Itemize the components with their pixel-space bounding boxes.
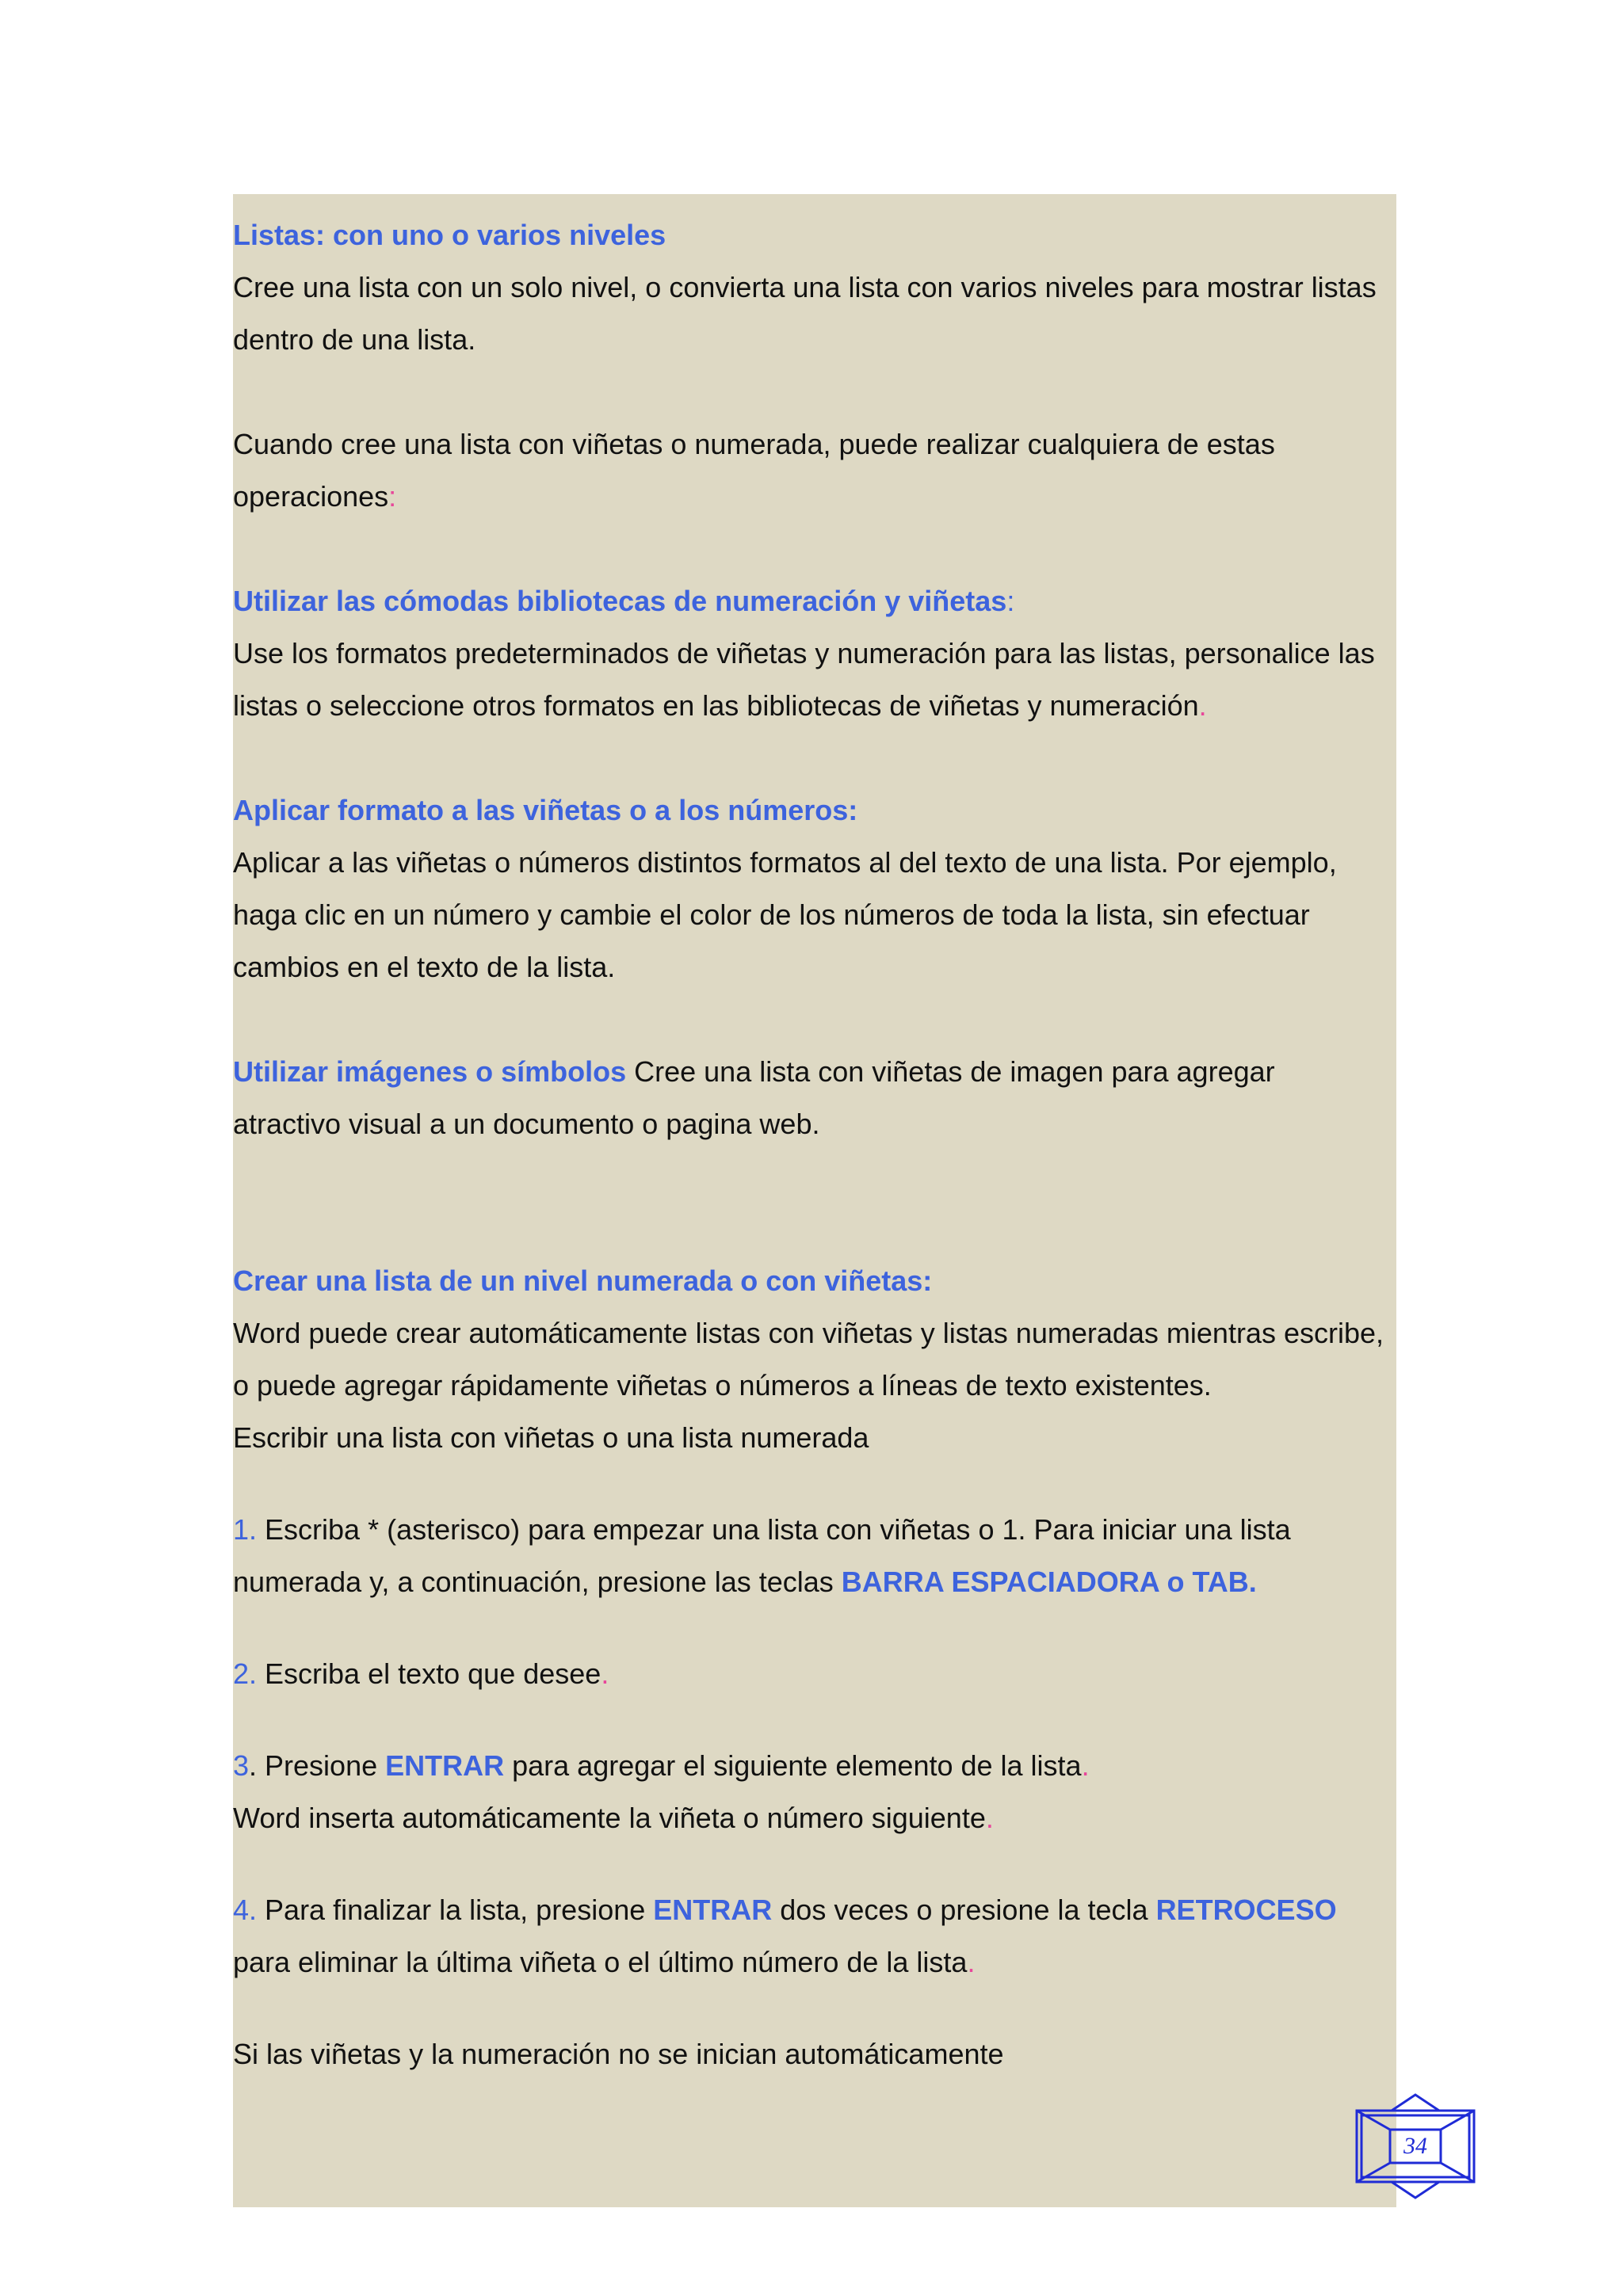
key-entrar: ENTRAR (385, 1749, 505, 1782)
document-body (233, 209, 1406, 2081)
page-number-badge (1352, 2093, 1479, 2199)
key-entrar-2: ENTRAR (653, 1894, 773, 1926)
step-3-line-1: 3. Presione ENTRAR para agregar el siguiente elemento de la lista. (233, 1749, 1090, 1782)
paragraph-intro-2: operaciones: (233, 480, 397, 513)
step-1-line-1: 1. Escriba * (asterisco) para empezar una lista con viñetas o 1. Para iniciar una lista (233, 1513, 1291, 1546)
paragraph-formato-3: cambios en el texto de la lista. (233, 951, 616, 983)
paragraph-imagenes-2: atractivo visual a un documento o pagina web. (233, 1108, 820, 1140)
page-number: 34 (1403, 2133, 1427, 2159)
paragraph-listas-1: Cree una lista con un solo nivel, o convierta una lista con varios niveles para mostrar listas (233, 271, 1377, 303)
closing-paragraph: Si las viñetas y la numeración no se inician automáticamente (233, 2038, 1004, 2070)
step-3-number: 3 (233, 1749, 250, 1782)
key-barra-tab: BARRA ESPACIADORA o TAB. (841, 1566, 1257, 1598)
heading-imagenes: Utilizar imágenes o símbolos (233, 1055, 627, 1088)
step-1-number: 1. (233, 1513, 258, 1546)
heading-listas: Listas: con uno o varios niveles (233, 219, 666, 251)
paragraph-bibliotecas-1: Use los formatos predeterminados de viñetas y numeración para las listas, personalice las (233, 637, 1375, 669)
paragraph-listas-2: dentro de una lista. (233, 323, 476, 356)
heading-crear: Crear una lista de un nivel numerada o con viñetas: (233, 1264, 933, 1297)
heading-formato: Aplicar formato a las viñetas o a los números: (233, 794, 858, 826)
step-3-line-2: Word inserta automáticamente la viñeta o número siguiente. (233, 1802, 994, 1834)
step-2-number: 2. (233, 1657, 258, 1690)
paragraph-formato-2: haga clic en un número y cambie el color de los números de toda la lista, sin efectuar (233, 898, 1310, 931)
step-4-number: 4. (233, 1894, 258, 1926)
paragraph-crear-1: Word puede crear automáticamente listas con viñetas y listas numeradas mientras escribe, (233, 1317, 1384, 1349)
step-2: 2. Escriba el texto que desee. (233, 1657, 609, 1690)
paragraph-crear-3: Escribir una lista con viñetas o una lista numerada (233, 1421, 869, 1454)
key-retroceso: RETROCESO (1155, 1894, 1337, 1926)
step-4-line-2: para eliminar la última viñeta o el último número de la lista. (233, 1946, 976, 1978)
paragraph-intro-1: Cuando cree una lista con viñetas o numerada, puede realizar cualquiera de estas (233, 428, 1275, 460)
paragraph-bibliotecas-2: listas o seleccione otros formatos en las bibliotecas de viñetas y numeración. (233, 689, 1207, 722)
heading-bibliotecas-line: Utilizar las cómodas bibliotecas de numeración y viñetas: (233, 585, 1015, 617)
paragraph-formato-1: Aplicar a las viñetas o números distintos formatos al del texto de una lista. Por ejemplo, (233, 846, 1337, 879)
paragraph-crear-2: o puede agregar rápidamente viñetas o números a líneas de texto existentes. (233, 1369, 1212, 1402)
heading-bibliotecas: Utilizar las cómodas bibliotecas de numeración y viñetas (233, 585, 1007, 617)
paragraph-imagenes-1: Utilizar imágenes o símbolos Cree una lista con viñetas de imagen para agregar (233, 1055, 1275, 1088)
step-1-line-2: numerada y, a continuación, presione las teclas BARRA ESPACIADORA o TAB. (233, 1566, 1257, 1598)
step-4-line-1: 4. Para finalizar la lista, presione ENTRAR dos veces o presione la tecla RETROCESO (233, 1894, 1337, 1926)
